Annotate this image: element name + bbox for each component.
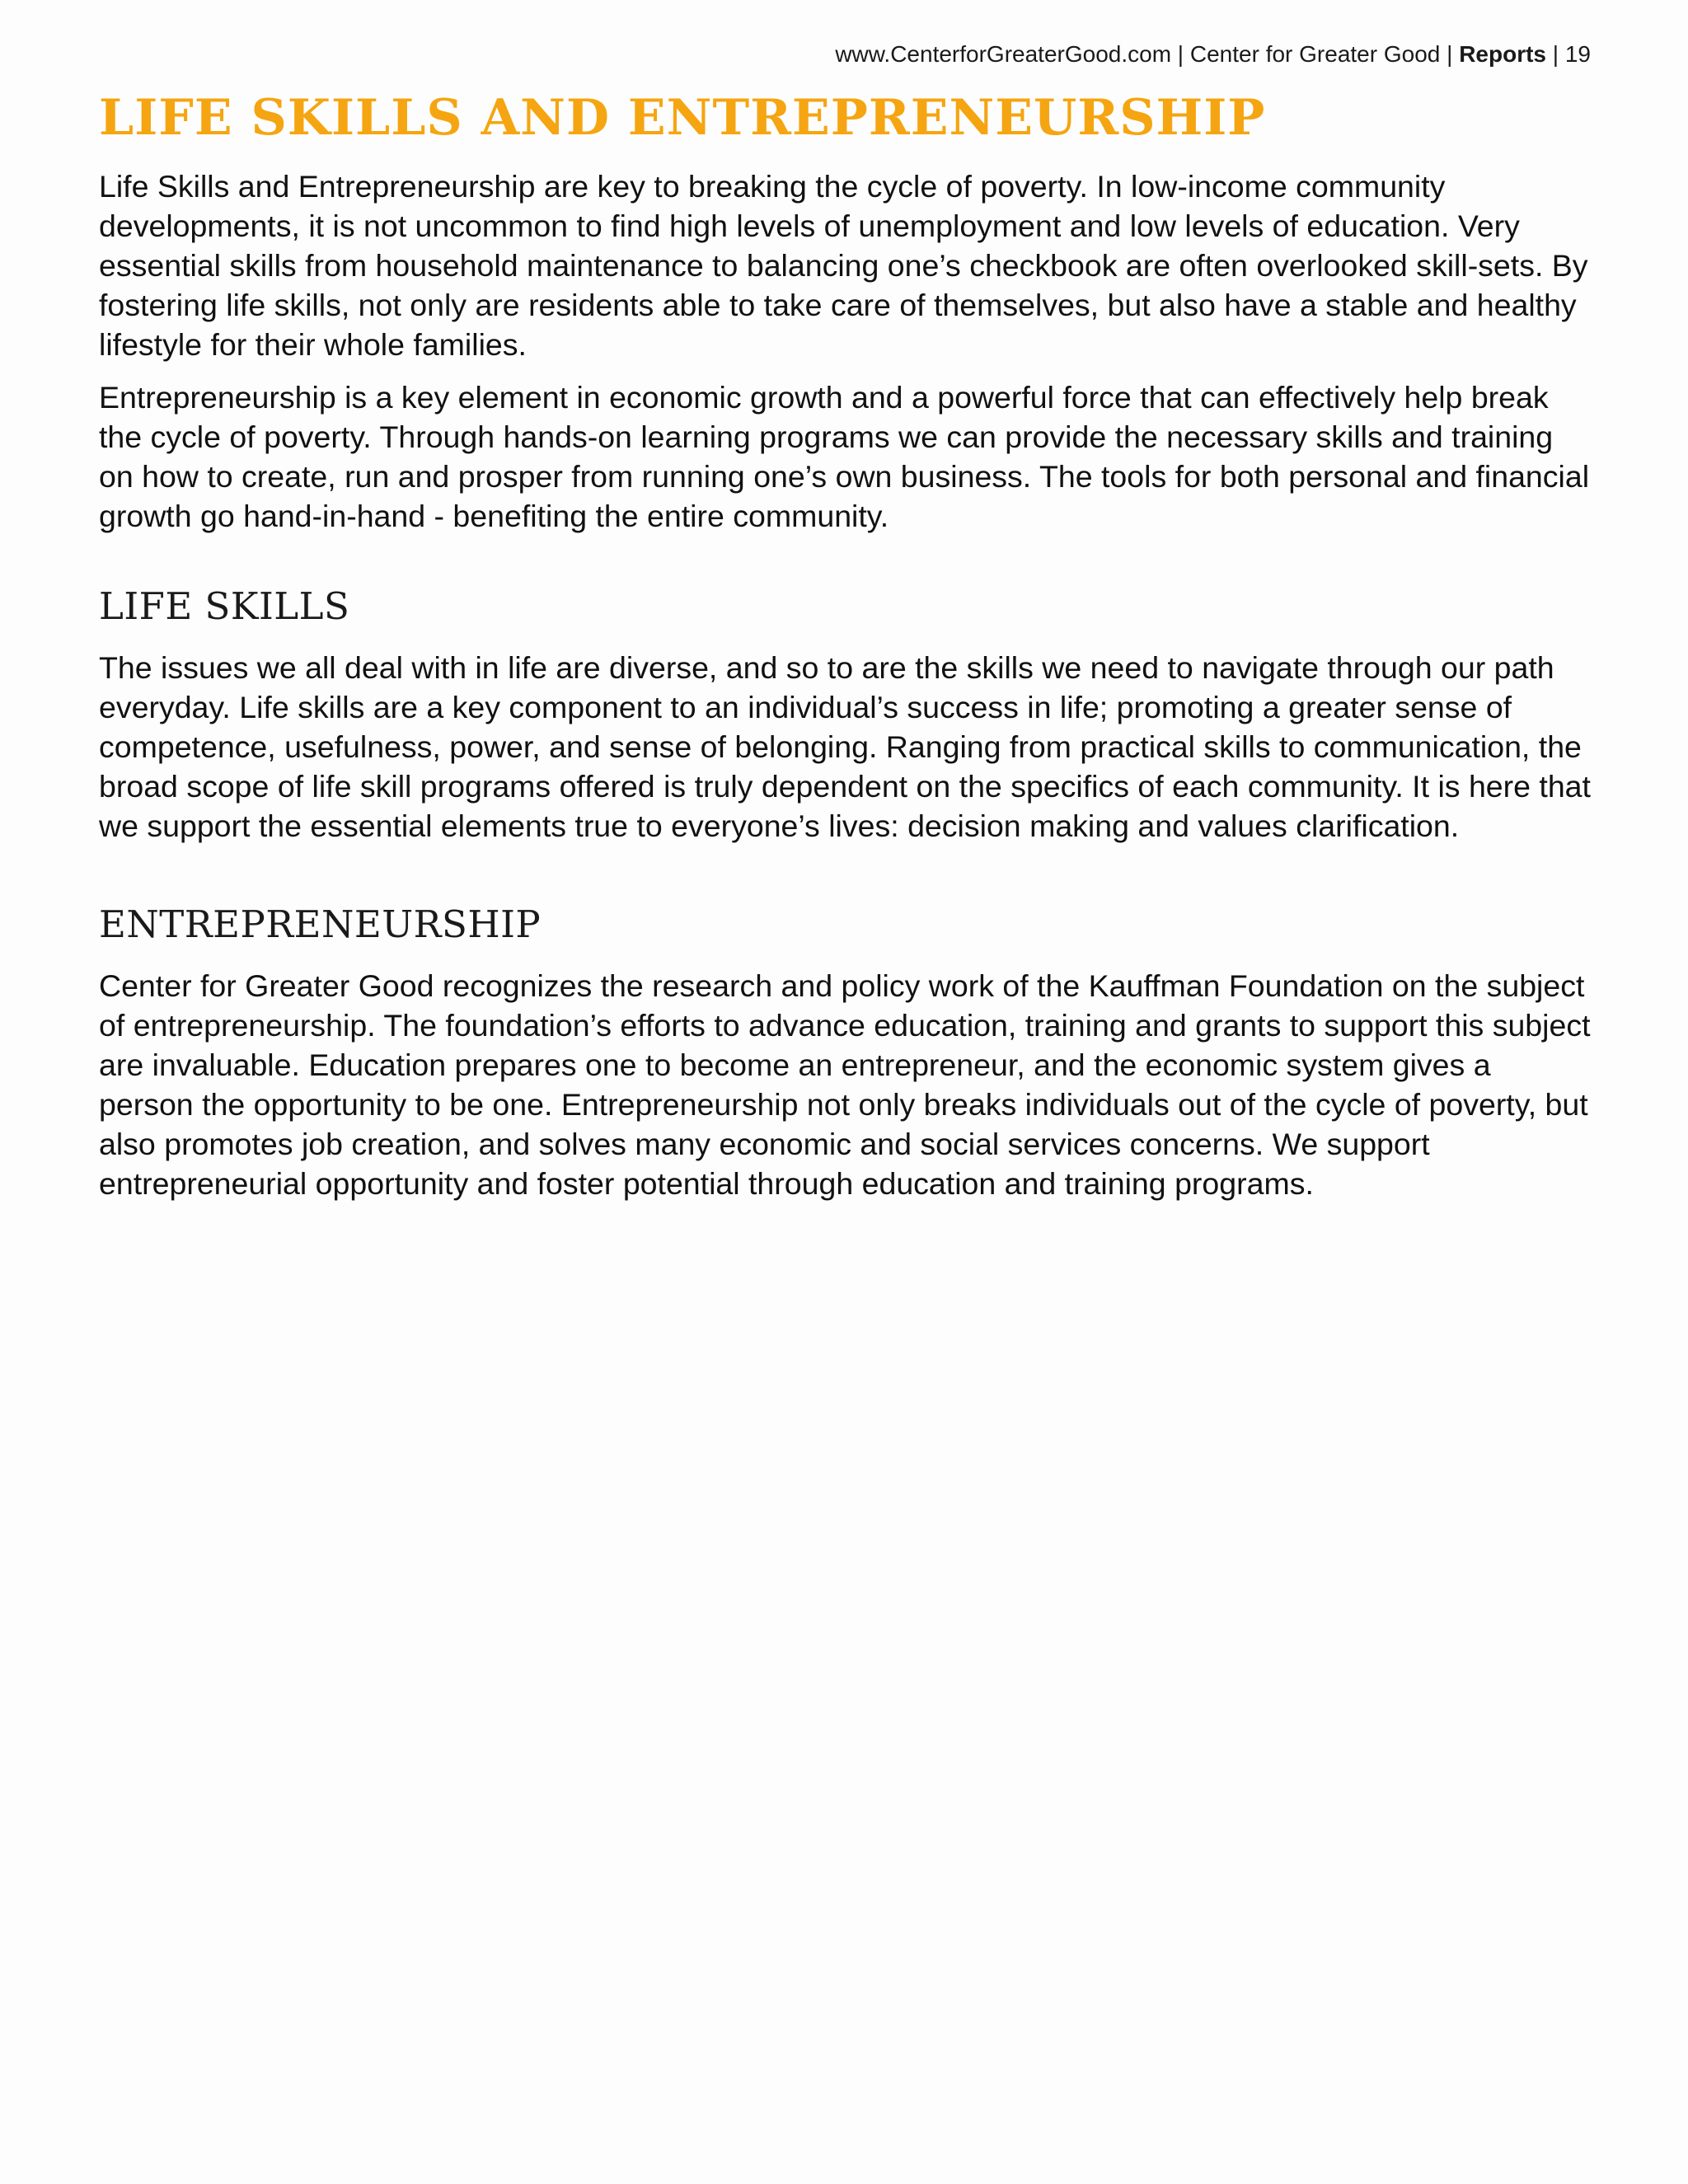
header-section-name: Reports (1459, 41, 1546, 67)
life-skills-paragraph: The issues we all deal with in life are diverse, and so to are the skills we need to navigate through our path everyday. Life skills are a key component to an individual’s success in life; promoting a greater sense of competence, usefulness, power, and sense of belonging. Ranging from practical skills to communication, the broad scope of life skill programs offered is truly dependent on the specifics of each community. It is here that we support the essential elements true to everyone’s lives: decision making and values clarification. (99, 650, 1591, 843)
header-separator: | (1171, 41, 1190, 67)
entrepreneurship-paragraph: Center for Greater Good recognizes the research and policy work of the Kauffman Foundation on the subject of entrepreneurship. The foundation’s efforts to advance education, training and grants to support this subject are invaluable. Education prepares one to become an entrepreneur, and the economic system gives a person the opportunity to be one. Entrepreneurship not only breaks individuals out of the cycle of poverty, but also promotes job creation, and solves many economic and social services concerns. We support entrepreneurial opportunity and foster potential through education and training programs. (99, 968, 1591, 1201)
page-content (99, 89, 1591, 1216)
header-site-url: www.CenterforGreaterGood.com (835, 41, 1172, 67)
running-header (835, 41, 1591, 68)
intro-paragraph: Life Skills and Entrepreneurship are key to breaking the cycle of poverty. In low-income community developments, it is not uncommon to find high levels of unemployment and low levels of education. Very essential skills from household maintenance to balancing one’s checkbook are often overlooked skill-sets. By fostering life skills, not only are residents able to take care of themselves, but also have a stable and healthy lifestyle for their whole families. (99, 169, 1588, 362)
header-separator: | (1546, 41, 1565, 67)
header-org-name: Center for Greater Good (1189, 41, 1441, 67)
section-heading-entrepreneurship: ENTREPRENEURSHIP (99, 902, 542, 946)
header-separator: | (1440, 41, 1460, 67)
intro-paragraph: Entrepreneurship is a key element in economic growth and a powerful force that can effectively help break the cycle of poverty. Through hands-on learning programs we can provide the necessary skills and training on how to create, run and prosper from running one’s own business. The tools for both personal and financial growth go hand-in-hand - benefiting the entire community. (99, 380, 1590, 533)
page-title: LIFE SKILLS AND ENTREPRENEURSHIP (99, 89, 1266, 147)
page-number: 19 (1564, 41, 1591, 67)
section-heading-life-skills: LIFE SKILLS (99, 584, 350, 628)
